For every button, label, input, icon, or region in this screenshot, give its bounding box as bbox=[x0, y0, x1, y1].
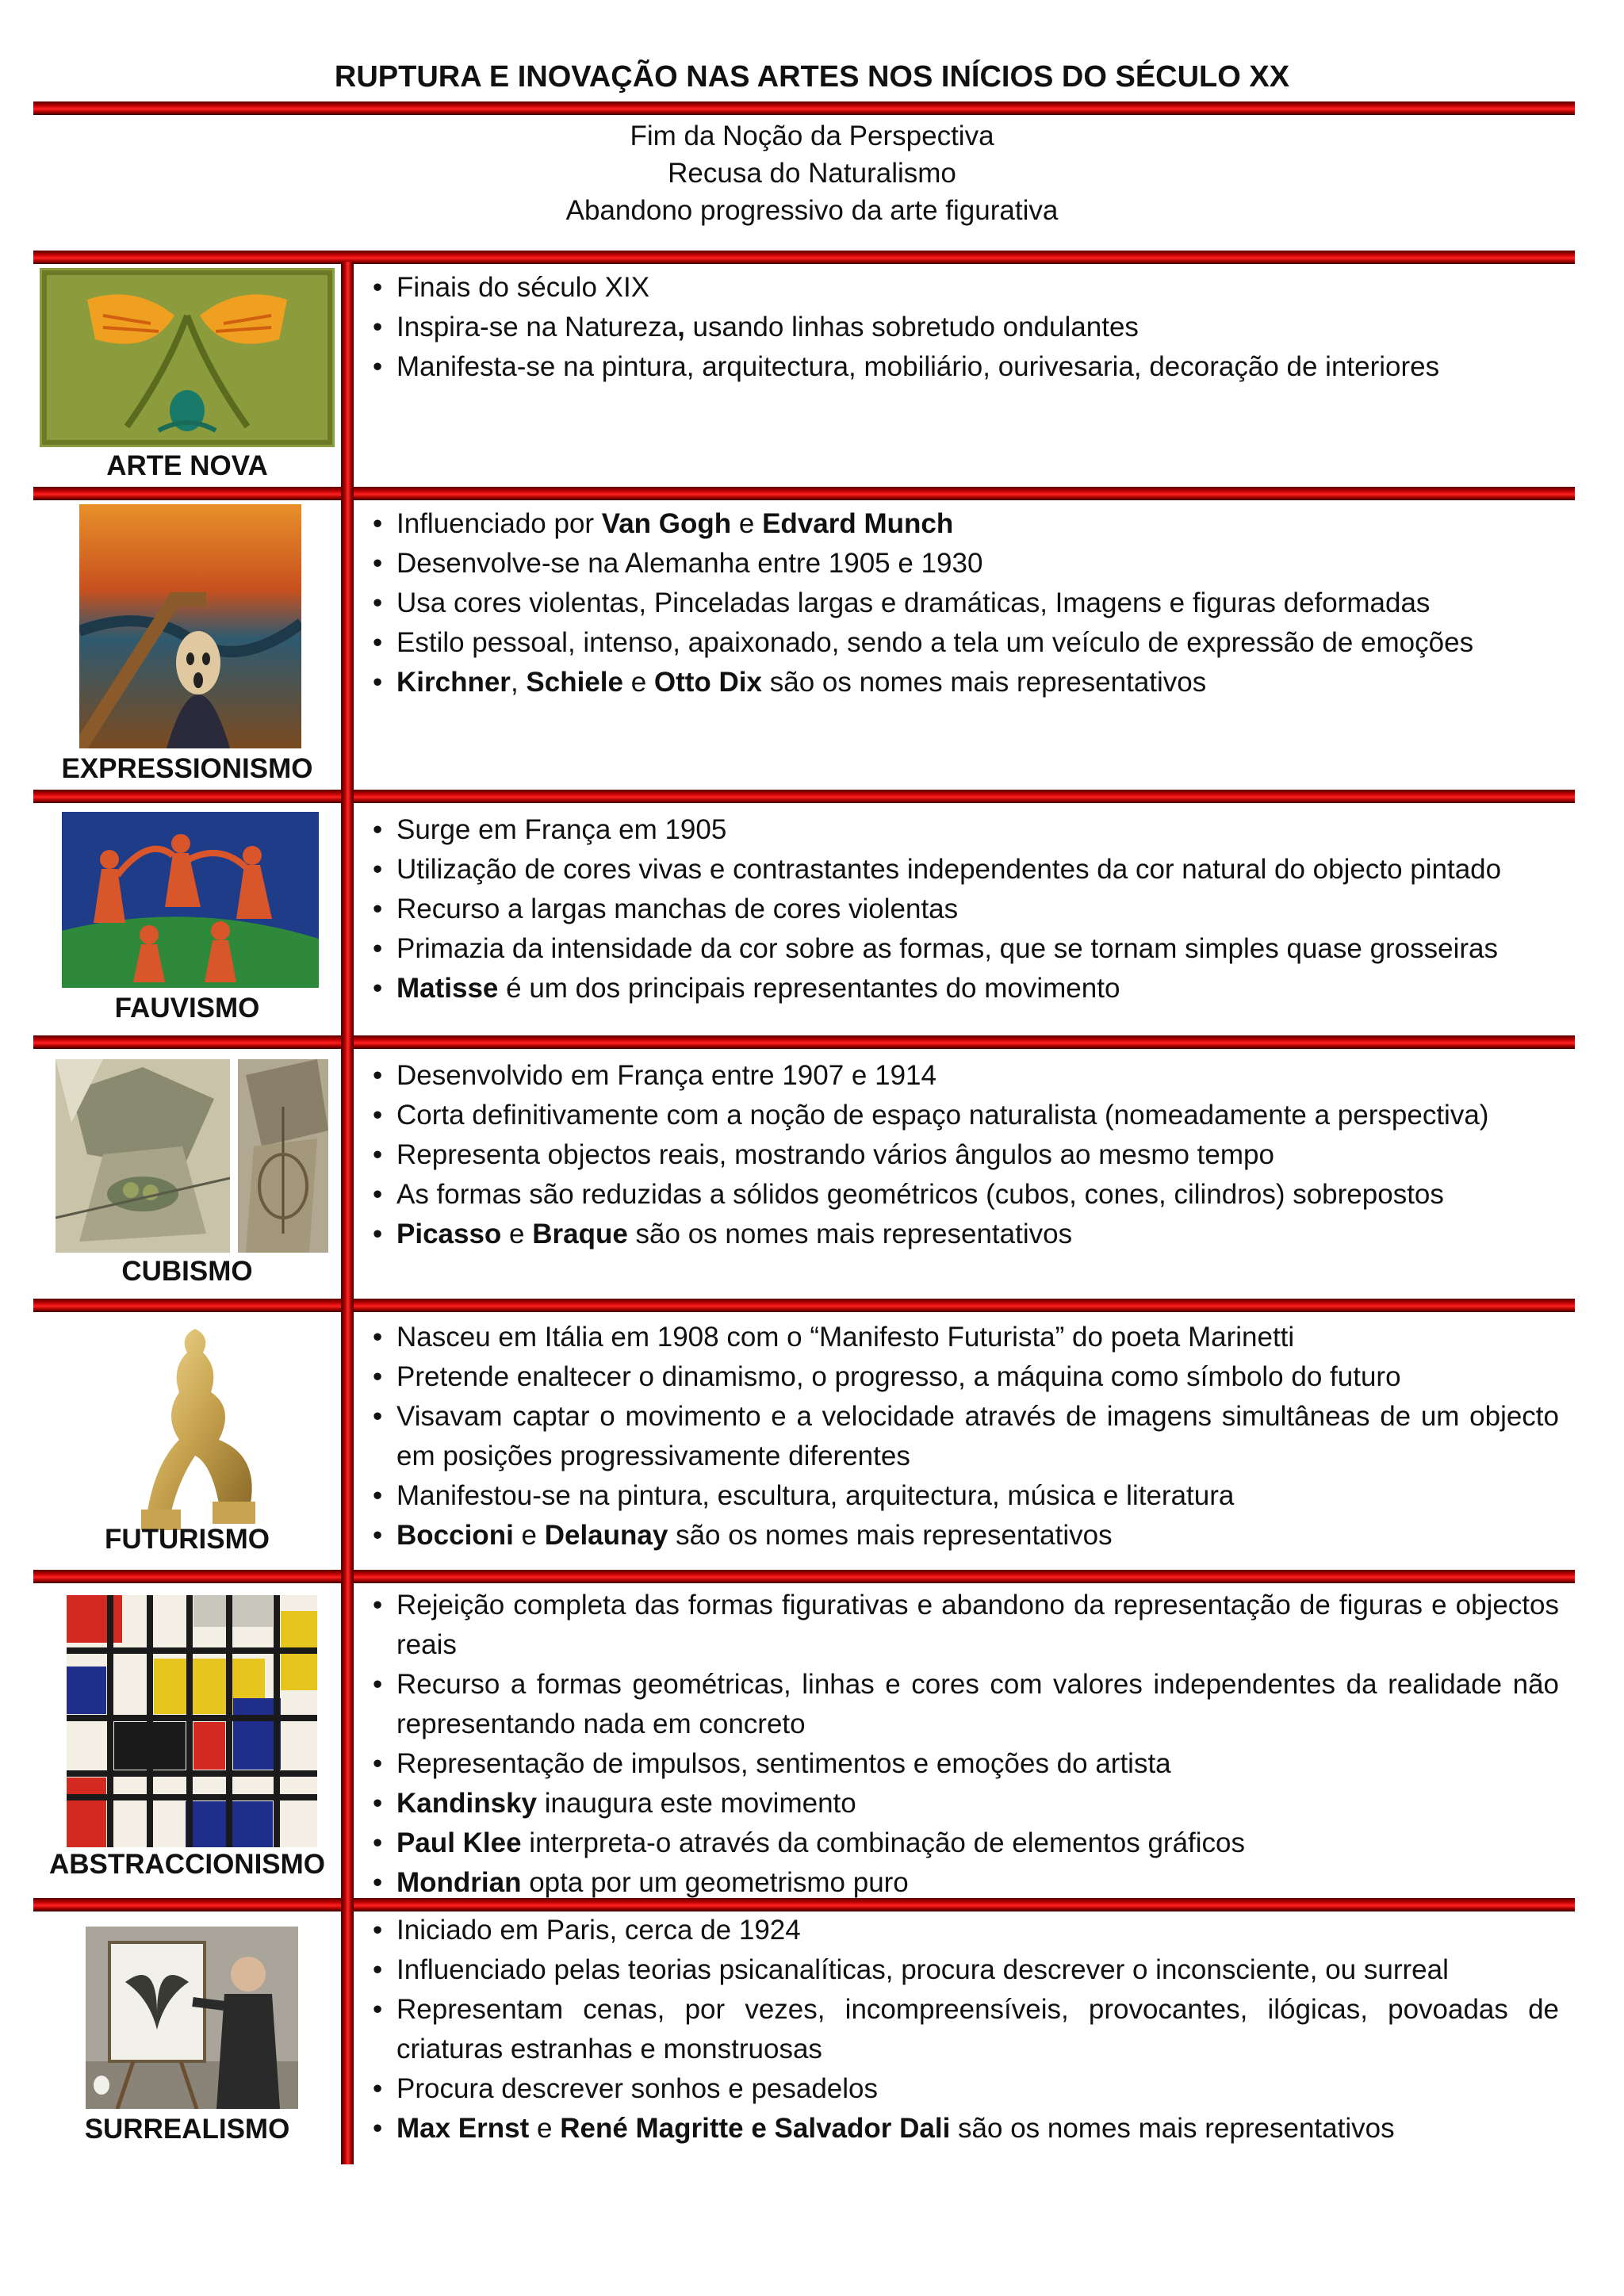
text-run: e bbox=[513, 1520, 545, 1551]
bold-text: Delaunay bbox=[544, 1520, 668, 1551]
bold-text: Braque bbox=[532, 1219, 628, 1249]
text-run: Rejeição completa das formas figurativas e abandono da representação de figuras e objectos reais bbox=[396, 1590, 1559, 1660]
text-run: Representação de impulsos, sentimentos e emoções do artista bbox=[396, 1748, 1171, 1779]
text-run: e bbox=[731, 508, 763, 539]
divider bbox=[33, 251, 1575, 264]
movement-bullets bbox=[370, 268, 1559, 387]
bold-text: Kirchner bbox=[396, 667, 511, 698]
bullet-item bbox=[370, 929, 1559, 969]
bullet-item bbox=[370, 890, 1559, 929]
text-run: Primazia da intensidade da cor sobre as formas, que se tornam simples quase grosseiras bbox=[396, 933, 1499, 964]
bold-text: Kandinsky bbox=[396, 1788, 537, 1819]
text-run: e bbox=[622, 667, 654, 698]
text-run: Representam cenas, por vezes, incompreensíveis, provocantes, ilógicas, povoadas de criaturas estranhas e monstruosas bbox=[396, 1994, 1559, 2064]
bullet-item bbox=[370, 850, 1559, 890]
bullet-item bbox=[370, 504, 1559, 544]
bullet-item bbox=[370, 1586, 1559, 1665]
bullet-item bbox=[370, 1397, 1559, 1476]
bullet-item bbox=[370, 1516, 1559, 1556]
movement-label: FUTURISMO bbox=[104, 1524, 270, 1555]
movement-label: ABSTRACCIONISMO bbox=[48, 1849, 326, 1880]
bold-text: Paul Klee bbox=[396, 1827, 522, 1858]
bold-text: Matisse bbox=[396, 973, 499, 1004]
text-run: Recurso a formas geométricas, linhas e cores com valores independentes da realidade não representando nada em concreto bbox=[396, 1669, 1559, 1739]
text-run: Recurso a largas manchas de cores violentas bbox=[396, 894, 959, 924]
art-nouveau-tile-image bbox=[40, 268, 335, 447]
bullet-item bbox=[370, 663, 1559, 702]
text-run: interpreta-o através da combinação de elementos gráficos bbox=[521, 1827, 1246, 1858]
text-run: Estilo pessoal, intenso, apaixonado, sendo a tela um veículo de expressão de emoções bbox=[396, 627, 1474, 658]
bullet-item bbox=[370, 969, 1559, 1008]
bullet-item bbox=[370, 308, 1559, 347]
intro-line: Abandono progressivo da arte figurativa bbox=[565, 195, 1059, 226]
text-run: são os nomes mais representativos bbox=[950, 2113, 1395, 2144]
divider bbox=[33, 790, 1575, 803]
bold-text: Schiele bbox=[526, 667, 623, 698]
bold-text: , bbox=[677, 312, 685, 342]
bold-text: Otto Dix bbox=[653, 667, 762, 698]
text-run: usando linhas sobretudo ondulantes bbox=[684, 312, 1139, 342]
mondrian-composition-image bbox=[67, 1595, 317, 1847]
bullet-item bbox=[370, 1911, 1559, 1950]
the-dance-image bbox=[62, 812, 319, 988]
text-run: Corta definitivamente com a noção de espaço naturalista (nomeadamente a perspectiva) bbox=[396, 1100, 1489, 1131]
bullet-item bbox=[370, 1863, 1559, 1903]
text-run: são os nomes mais representativos bbox=[668, 1520, 1113, 1551]
bullet-item bbox=[370, 1096, 1559, 1135]
divider bbox=[33, 1299, 1575, 1312]
bullet-item bbox=[370, 1135, 1559, 1175]
text-run: e bbox=[501, 1219, 533, 1249]
column-divider bbox=[341, 262, 354, 2164]
movement-label: SURREALISMO bbox=[84, 2114, 290, 2145]
text-run: Iniciado em Paris, cerca de 1924 bbox=[396, 1915, 801, 1946]
text-run: , bbox=[510, 667, 527, 698]
bullet-item bbox=[370, 1990, 1559, 2069]
bullet-item bbox=[370, 268, 1559, 308]
text-run: Inspira-se na Natureza bbox=[396, 312, 678, 342]
divider bbox=[33, 101, 1575, 115]
bullet-item bbox=[370, 1357, 1559, 1397]
futurist-sculpture-image bbox=[124, 1321, 279, 1538]
bullet-item bbox=[370, 1744, 1559, 1784]
movement-label: CUBISMO bbox=[121, 1256, 253, 1287]
surrealist-painting-image bbox=[86, 1927, 298, 2109]
text-run: inaugura este movimento bbox=[537, 1788, 856, 1819]
divider bbox=[33, 487, 1575, 500]
bold-text: René Magritte e Salvador Dali bbox=[560, 2113, 951, 2144]
movement-bullets bbox=[370, 1911, 1559, 2149]
bold-text: Mondrian bbox=[396, 1867, 522, 1898]
movement-label: FAUVISMO bbox=[114, 993, 260, 1024]
intro-line: Recusa do Naturalismo bbox=[668, 158, 956, 189]
movement-bullets bbox=[370, 810, 1559, 1008]
bullet-item bbox=[370, 2069, 1559, 2109]
text-run: Manifesta-se na pintura, arquitectura, mobiliário, ourivesaria, decoração de interiores bbox=[396, 351, 1440, 382]
bullet-item bbox=[370, 584, 1559, 623]
intro-line: Fim da Noção da Perspectiva bbox=[630, 121, 994, 151]
divider bbox=[33, 1570, 1575, 1583]
bullet-item bbox=[370, 347, 1559, 387]
bullet-item bbox=[370, 1823, 1559, 1863]
text-run: Desenvolvido em França entre 1907 e 1914 bbox=[396, 1060, 936, 1091]
bold-text: Van Gogh bbox=[601, 508, 732, 539]
intro-block bbox=[0, 117, 1624, 229]
text-run: são os nomes mais representativos bbox=[627, 1219, 1073, 1249]
bold-text: Picasso bbox=[396, 1219, 502, 1249]
text-run: Visavam captar o movimento e a velocidade através de imagens simultâneas de um objecto em posições progressivamente diferentes bbox=[396, 1401, 1559, 1471]
text-run: Representa objectos reais, mostrando vários ângulos ao mesmo tempo bbox=[396, 1139, 1274, 1170]
the-scream-image bbox=[79, 504, 301, 748]
bold-text: Edvard Munch bbox=[762, 508, 954, 539]
bullet-item bbox=[370, 810, 1559, 850]
text-run: Finais do século XIX bbox=[396, 272, 650, 303]
page-title: RUPTURA E INOVAÇÃO NAS ARTES NOS INÍCIOS DO SÉCULO XX bbox=[334, 60, 1290, 94]
bullet-item bbox=[370, 1175, 1559, 1215]
bullet-item bbox=[370, 544, 1559, 584]
movement-bullets bbox=[370, 504, 1559, 702]
bullet-item bbox=[370, 1950, 1559, 1990]
movement-label: EXPRESSIONISMO bbox=[61, 753, 313, 784]
text-run: Pretende enaltecer o dinamismo, o progresso, a máquina como símbolo do futuro bbox=[396, 1361, 1401, 1392]
text-run: é um dos principais representantes do movimento bbox=[498, 973, 1120, 1004]
text-run: opta por um geometrismo puro bbox=[521, 1867, 909, 1898]
bullet-item bbox=[370, 1476, 1559, 1516]
text-run: Nasceu em Itália em 1908 com o “Manifesto Futurista” do poeta Marinetti bbox=[396, 1322, 1295, 1353]
bullet-item bbox=[370, 1056, 1559, 1096]
text-run: Influenciado pelas teorias psicanalíticas, procura descrever o inconsciente, ou surreal bbox=[396, 1954, 1449, 1985]
text-run: Surge em França em 1905 bbox=[396, 814, 727, 845]
text-run: e bbox=[529, 2113, 561, 2144]
text-run: Procura descrever sonhos e pesadelos bbox=[396, 2073, 879, 2104]
text-run: Influenciado por bbox=[396, 508, 602, 539]
text-run: As formas são reduzidas a sólidos geométricos (cubos, cones, cilindros) sobrepostos bbox=[396, 1179, 1444, 1210]
bullet-item bbox=[370, 1665, 1559, 1744]
movement-bullets bbox=[370, 1318, 1559, 1556]
bullet-item bbox=[370, 1784, 1559, 1823]
bullet-item bbox=[370, 623, 1559, 663]
cubist-still-life-image bbox=[56, 1059, 230, 1253]
bold-text: Max Ernst bbox=[396, 2113, 530, 2144]
movement-bullets bbox=[370, 1056, 1559, 1254]
text-run: Usa cores violentas, Pinceladas largas e dramáticas, Imagens e figuras deformadas bbox=[396, 587, 1431, 618]
text-run: são os nomes mais representativos bbox=[762, 667, 1207, 698]
bold-text: Boccioni bbox=[396, 1520, 514, 1551]
bullet-item bbox=[370, 2109, 1559, 2149]
text-run: Utilização de cores vivas e contrastantes independentes da cor natural do objecto pintado bbox=[396, 854, 1502, 885]
text-run: Manifestou-se na pintura, escultura, arquitectura, música e literatura bbox=[396, 1480, 1235, 1511]
text-run: Desenvolve-se na Alemanha entre 1905 e 1930 bbox=[396, 548, 983, 579]
bullet-item bbox=[370, 1215, 1559, 1254]
divider bbox=[33, 1035, 1575, 1049]
movement-bullets bbox=[370, 1586, 1559, 1903]
movement-label: ARTE NOVA bbox=[106, 450, 268, 481]
bullet-item bbox=[370, 1318, 1559, 1357]
cubist-violin-image bbox=[238, 1059, 328, 1253]
